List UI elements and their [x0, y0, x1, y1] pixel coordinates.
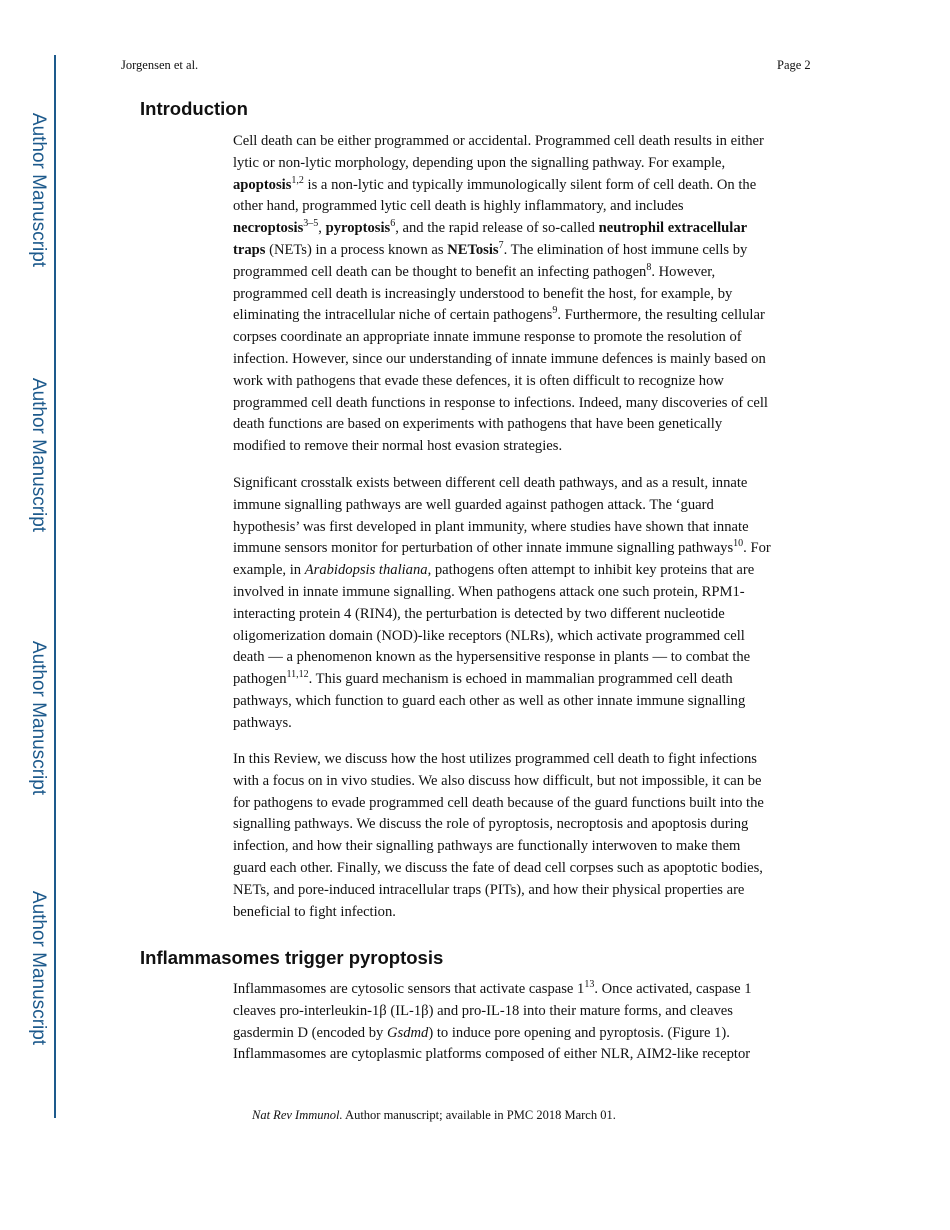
text-line: [233, 393, 768, 415]
text-run: ) to induce pore opening and pyroptosis. (Figure 1).: [428, 1024, 730, 1041]
text-run: cleaves pro-interleukin-1β (IL-1β) and pro-IL-18 into their mature forms, and cleaves: [233, 1002, 733, 1019]
text-run: Inflammasomes are cytosolic sensors that activate caspase 1: [233, 981, 585, 997]
text-line: [233, 175, 768, 197]
text-run: pathogen: [233, 671, 287, 688]
text-run: immune signalling pathways are well guarded against pathogen attack. The ‘guard: [233, 496, 714, 513]
text-run: signalling pathways. We discuss the role of pyroptosis, necroptosis and apoptosis during: [233, 816, 749, 833]
text-run: with a focus on in vivo studies. We also discuss how difficult, but not impossible, it can be: [233, 772, 762, 789]
text-run: programmed cell death is increasingly understood to benefit the host, for example, by: [233, 285, 733, 302]
text-run: pathways, which function to guard each other as well as other innate immune signalling: [233, 692, 746, 709]
text-line: [233, 414, 768, 436]
text-line: [233, 473, 771, 495]
text-line: [233, 153, 768, 175]
text-run: . For: [743, 540, 771, 557]
text-line: [233, 517, 771, 539]
text-run: work with pathogens that evade these defences, it is often difficult to recognize how: [233, 372, 724, 389]
footer: [252, 1108, 616, 1123]
citation-ref: 10: [733, 538, 744, 550]
paragraph: [233, 473, 771, 735]
text-run: eliminating the intracellular niche of certain pathogens: [233, 307, 553, 324]
text-line: [233, 880, 764, 902]
text-line: [233, 626, 771, 648]
text-line: [233, 1023, 752, 1045]
text-line: [233, 713, 771, 735]
sidebar-label-text: Author Manuscript: [28, 640, 49, 796]
text-line: [233, 647, 771, 669]
citation-ref: 6: [390, 218, 396, 230]
section-heading: Inflammasomes trigger pyroptosis: [140, 947, 444, 968]
text-run: . This guard mechanism is echoed in mammalian programmed cell death: [308, 671, 733, 688]
text-line: [233, 196, 768, 218]
text-line: [233, 793, 764, 815]
text-line: [233, 218, 768, 240]
text-run: , and the rapid release of so-called: [395, 220, 599, 237]
text-run: Arabidopsis thaliana: [304, 562, 428, 579]
citation-ref: 3–5: [303, 218, 319, 230]
text-line: [233, 131, 768, 153]
text-run: , pathogens often attempt to inhibit key proteins that are: [427, 562, 755, 579]
text-run: NETs, and pore-induced intracellular traps (PITs), and how their physical properties are: [233, 881, 745, 898]
text-run: neutrophil extracellular: [598, 220, 748, 237]
text-run: Significant crosstalk exists between different cell death pathways, and as a result, innate: [233, 475, 748, 491]
citation-ref: 13: [584, 979, 595, 990]
section-heading: Introduction: [140, 98, 248, 119]
text-line: [233, 1001, 752, 1023]
text-run: is a non-lytic and typically immunologically silent form of cell death. On the: [303, 176, 757, 193]
text-line: [233, 814, 764, 836]
text-run: Inflammasomes are cytoplasmic platforms composed of either NLR, AIM2-like receptor: [233, 1046, 751, 1063]
text-run: Cell death can be either programmed or accidental. Programmed cell death results in either: [233, 133, 764, 149]
text-line: [233, 495, 771, 517]
text-run: gasdermin D (encoded by: [233, 1024, 387, 1041]
sidebar-label-text: Author Manuscript: [28, 377, 49, 533]
text-run: . Once activated, caspase 1: [594, 981, 752, 997]
text-line: [233, 858, 764, 880]
text-line: [233, 604, 771, 626]
citation-ref: 7: [498, 239, 504, 251]
text-run: immune sensors monitor for perturbation of other innate immune signalling pathways: [233, 540, 734, 557]
text-run: ,: [318, 220, 326, 237]
text-run: . Furthermore, the resulting cellular: [557, 307, 765, 324]
text-run: . The elimination of host immune cells by: [503, 241, 748, 258]
text-line: [233, 582, 771, 604]
text-line: [233, 371, 768, 393]
text-run: programmed cell death functions in response to infections. Indeed, many discoveries of cell: [233, 394, 768, 411]
paragraph: [233, 749, 764, 923]
text-run: example, in: [233, 562, 305, 579]
text-run: death — a phenomenon known as the hypersensitive response in plants — to combat the: [233, 649, 751, 666]
text-line: [233, 349, 768, 371]
text-run: death functions are based on experiments with pathogens that have been genetically: [233, 416, 723, 433]
journal-name: Nat Rev Immunol.: [252, 1108, 343, 1122]
text-line: [233, 669, 771, 691]
text-run: (NETs) in a process known as: [265, 241, 448, 258]
text-run: traps: [233, 241, 266, 258]
text-run: beneficial to fight infection.: [233, 903, 396, 920]
text-run: NETosis: [447, 241, 499, 258]
text-run: other hand, programmed lytic cell death is highly inflammatory, and includes: [233, 198, 684, 215]
text-line: [233, 560, 771, 582]
citation-ref: 9: [552, 305, 558, 317]
text-line: [233, 305, 768, 327]
text-line: [233, 284, 768, 306]
text-line: [233, 771, 764, 793]
text-run: oligomerization domain (NOD)-like receptors (NLRs), which activate programmed cell: [233, 627, 745, 644]
text-run: pyroptosis: [325, 220, 391, 237]
text-run: pathways.: [233, 714, 292, 731]
text-run: apoptosis: [233, 176, 292, 193]
footer-note: Author manuscript; available in PMC 2018 March 01.: [342, 1108, 616, 1122]
text-line: [233, 436, 768, 458]
text-run: involved in innate immune signalling. When pathogens attack one such protein, RPM1-: [233, 583, 745, 600]
text-line: [233, 691, 771, 713]
text-line: [233, 1044, 752, 1066]
text-line: [233, 836, 764, 858]
text-run: for pathogens to evade programmed cell death because of the guard functions built into the: [233, 794, 764, 811]
text-run: programmed cell death can be thought to benefit an infecting pathogen: [233, 263, 647, 280]
text-run: modified to remove their normal host evasion strategies.: [233, 438, 563, 455]
sidebar-label-text: Author Manuscript: [28, 112, 49, 268]
text-line: [233, 902, 764, 924]
text-run: necroptosis: [233, 220, 304, 237]
sidebar-label-text: Author Manuscript: [28, 890, 49, 1046]
text-run: interacting protein 4 (RIN4), the perturbation is detected by two different nucleotide: [233, 605, 725, 622]
text-line: [233, 979, 752, 1001]
text-line: [233, 327, 768, 349]
text-run: infection. However, since our understanding of innate immune defences is mainly based on: [233, 350, 766, 367]
text-line: [233, 262, 768, 284]
page-number: Page 2: [777, 58, 811, 72]
text-line: [233, 749, 764, 771]
text-run: hypothesis’ was first developed in plant immunity, where studies have shown that innate: [233, 518, 749, 535]
running-header-authors: Jorgensen et al.: [121, 58, 199, 72]
text-run: lytic or non-lytic morphology, depending upon the signalling pathway. For example,: [233, 154, 726, 171]
margin-rule: [54, 55, 56, 1118]
citation-ref: 11,12: [286, 669, 309, 681]
text-run: In this Review, we discuss how the host utilizes programmed cell death to fight infections: [233, 751, 757, 767]
paragraph: [233, 979, 752, 1066]
paragraph: [233, 131, 768, 458]
text-run: infection, and how their signalling pathways are functionally interwoven to make them: [233, 838, 741, 855]
text-run: corpses coordinate an appropriate innate immune response to promote the resolution of: [233, 329, 742, 346]
citation-ref: 8: [646, 261, 652, 273]
text-run: guard each other. Finally, we discuss the fate of dead cell corpses such as apoptotic bodies,: [233, 859, 763, 876]
citation-ref: 1,2: [291, 174, 304, 186]
text-line: [233, 240, 768, 262]
text-line: [233, 538, 771, 560]
text-run: Gsdmd: [387, 1024, 429, 1041]
text-run: . However,: [651, 263, 716, 280]
